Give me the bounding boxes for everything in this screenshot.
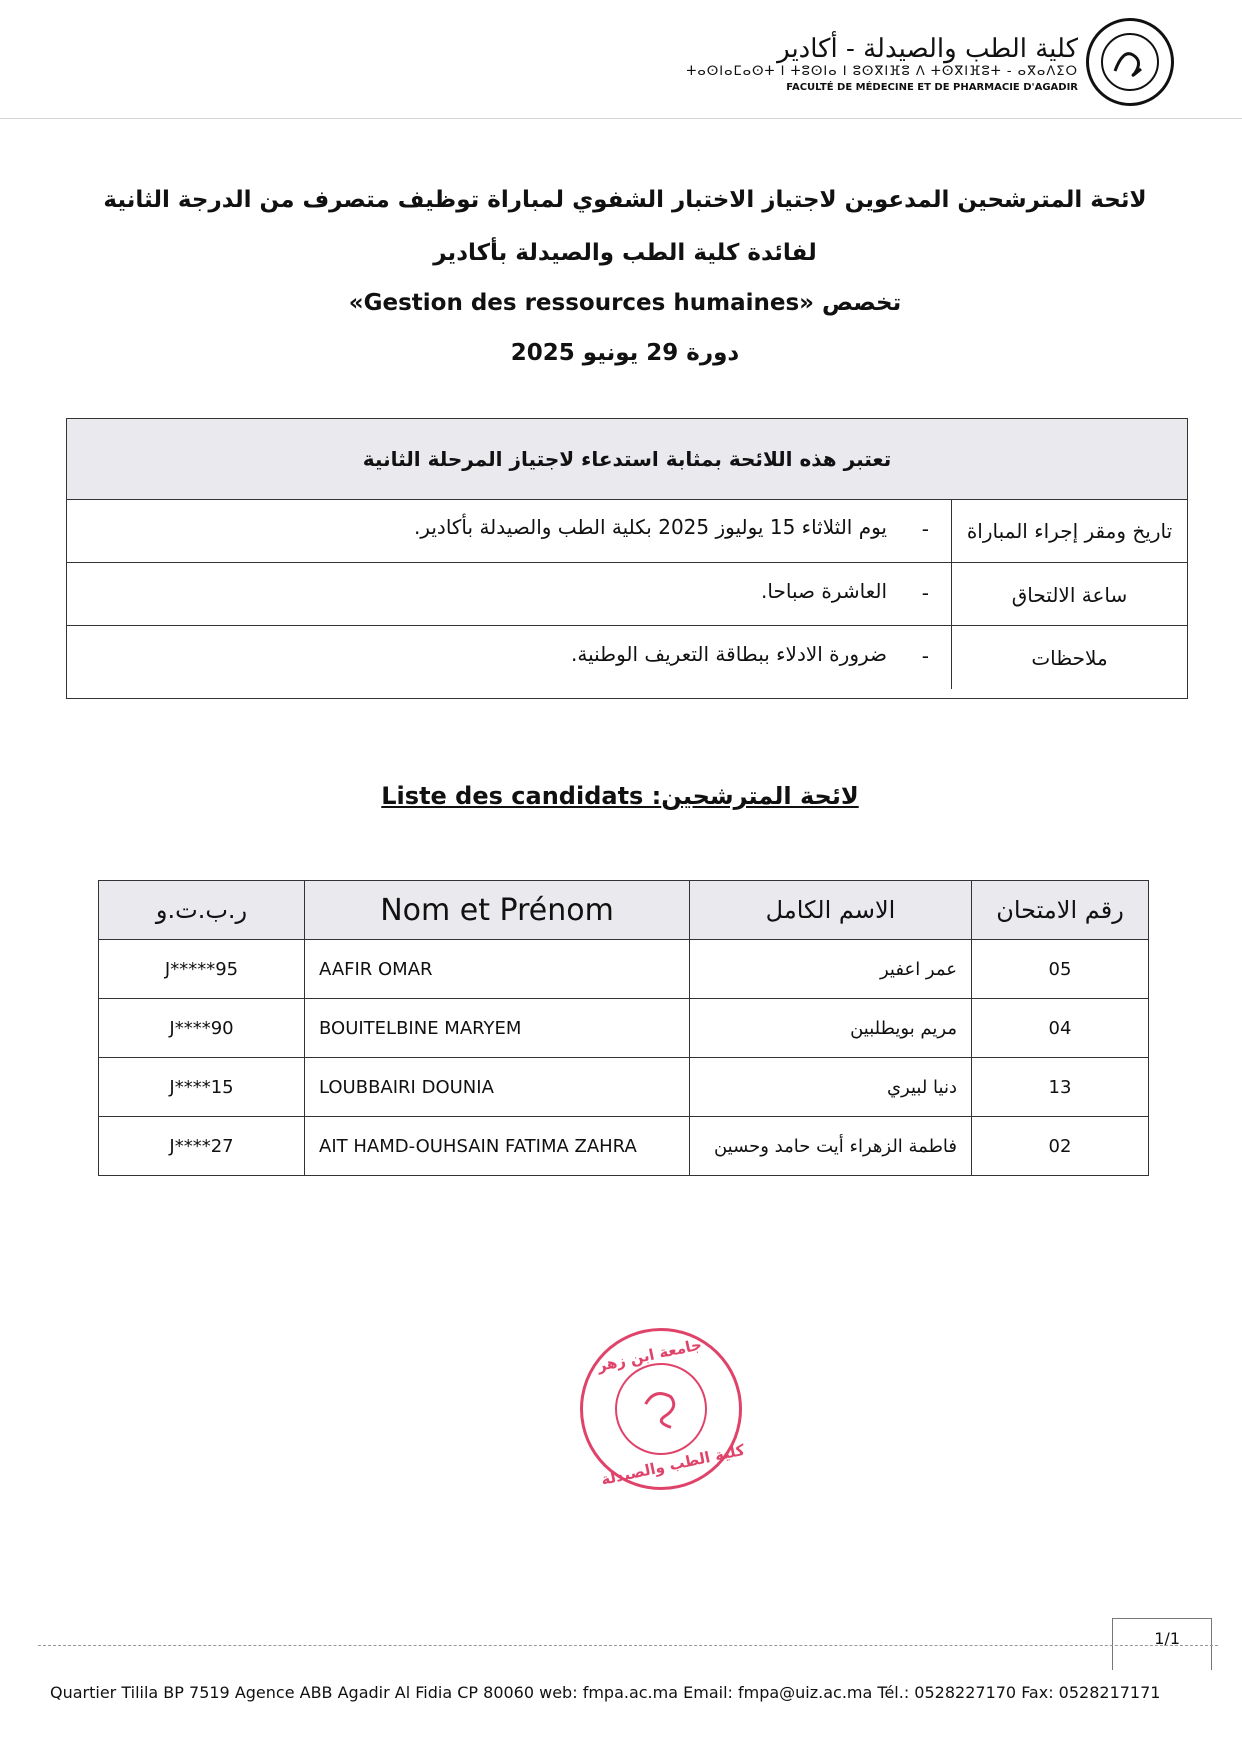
title-line-4: دورة 29 يونيو 2025	[510, 340, 740, 366]
info-value: ضرورة الادلاء ببطاقة التعريف الوطنية.	[571, 642, 887, 666]
footer-address: Quartier Tilila BP 7519 Agence ABB Agadir Al Fidia CP 80060 web: fmpa.ac.ma Email: fmpa@uiz.ac.ma Tél.: 0528227170 Fax: 0528217171	[50, 1683, 1161, 1702]
header-id: ر.ب.ت.و	[99, 881, 305, 939]
faculty-name-arabic: كلية الطب والصيدلة - أكادير	[777, 34, 1078, 64]
cell-name-ar: عمر اعفير	[690, 940, 972, 999]
info-dash: -	[921, 644, 929, 668]
candidates-list-heading: Liste des candidats :لائحة المترشحين	[381, 782, 859, 810]
info-label: ملاحظات	[951, 626, 1187, 689]
cell-id: J****90	[99, 999, 305, 1058]
stamp-bottom-text: كلية الطب والصيدلة	[599, 1440, 747, 1489]
info-value: العاشرة صباحا.	[761, 579, 887, 603]
footer-divider	[38, 1645, 1218, 1646]
title-line-1: لائحة المترشحين المدعوين لاجتياز الاختبار الشفوي لمباراة توظيف متصرف من الدرجة الثانية	[103, 187, 1147, 213]
info-dash: -	[921, 517, 929, 541]
cell-name-fr: AAFIR OMAR	[305, 940, 690, 999]
cell-id: J****27	[99, 1117, 305, 1176]
title-line-3: تخصص «Gestion des ressources humaines»	[348, 290, 902, 316]
info-dash: -	[921, 581, 929, 605]
header-name-ar: الاسم الكامل	[690, 881, 972, 939]
table-row	[99, 939, 1148, 999]
cell-exam-number: 05	[1048, 959, 1072, 980]
info-value: يوم الثلاثاء 15 يوليوز 2025 بكلية الطب والصيدلة بأكادير.	[413, 515, 887, 539]
cell-id: J****15	[99, 1058, 305, 1117]
table-row	[99, 998, 1148, 1058]
table-row	[99, 1057, 1148, 1117]
cell-exam-number: 04	[1048, 1018, 1072, 1039]
stamp-top-text: جامعة ابن زهر	[595, 1335, 704, 1376]
cell-name-fr: BOUITELBINE MARYEM	[305, 999, 690, 1058]
cell-name-fr: LOUBBAIRI DOUNIA	[305, 1058, 690, 1117]
faculty-name-french: FACULTÉ DE MÉDECINE ET DE PHARMACIE D'AGADIR	[786, 82, 1078, 93]
cell-name-ar: فاطمة الزهراء أيت حامد وحسين	[690, 1117, 972, 1176]
cell-name-ar: مريم بويطلبين	[690, 999, 972, 1058]
university-logo	[1086, 18, 1174, 106]
cell-exam-number: 02	[1048, 1136, 1072, 1157]
page-number: 1/1	[1154, 1629, 1180, 1648]
info-row	[67, 499, 1187, 562]
cell-exam-number: 13	[1048, 1077, 1072, 1098]
table-header-row	[99, 881, 1148, 939]
cell-name-ar: دنيا لبيري	[690, 1058, 972, 1117]
info-label: ساعة الالتحاق	[951, 563, 1187, 626]
title-line-2: لفائدة كلية الطب والصيدلة بأكادير	[433, 240, 817, 266]
header-divider	[0, 118, 1242, 119]
info-label: تاريخ ومقر إجراء المباراة	[951, 499, 1187, 562]
convocation-info-table	[66, 418, 1188, 699]
table-row	[99, 1116, 1148, 1176]
info-table-heading: تعتبر هذه اللائحة بمثابة استدعاء لاجتياز المرحلة الثانية	[67, 419, 1187, 500]
header-name-fr: Nom et Prénom	[305, 881, 690, 939]
info-row	[67, 562, 1187, 626]
cell-id: J*****95	[99, 940, 305, 999]
faculty-name-tifinagh: ⵜⴰⵙⵏⴰⵎⴰⵙⵜ ⵏ ⵜⵓⵙⵏⴰ ⵏ ⵓⵙⴳⵏⴼⵓ ⴷ ⵜⵙⴳⵏⴼⵓⵜ - ⴰⴳⴰⴷⵉⵔ	[686, 64, 1078, 79]
cell-name-fr: AIT HAMD-OUHSAIN FATIMA ZAHRA	[305, 1117, 690, 1176]
header-exam-number: رقم الامتحان	[996, 896, 1124, 924]
info-row	[67, 625, 1187, 689]
official-stamp	[565, 1313, 757, 1505]
candidates-table	[98, 880, 1149, 1176]
